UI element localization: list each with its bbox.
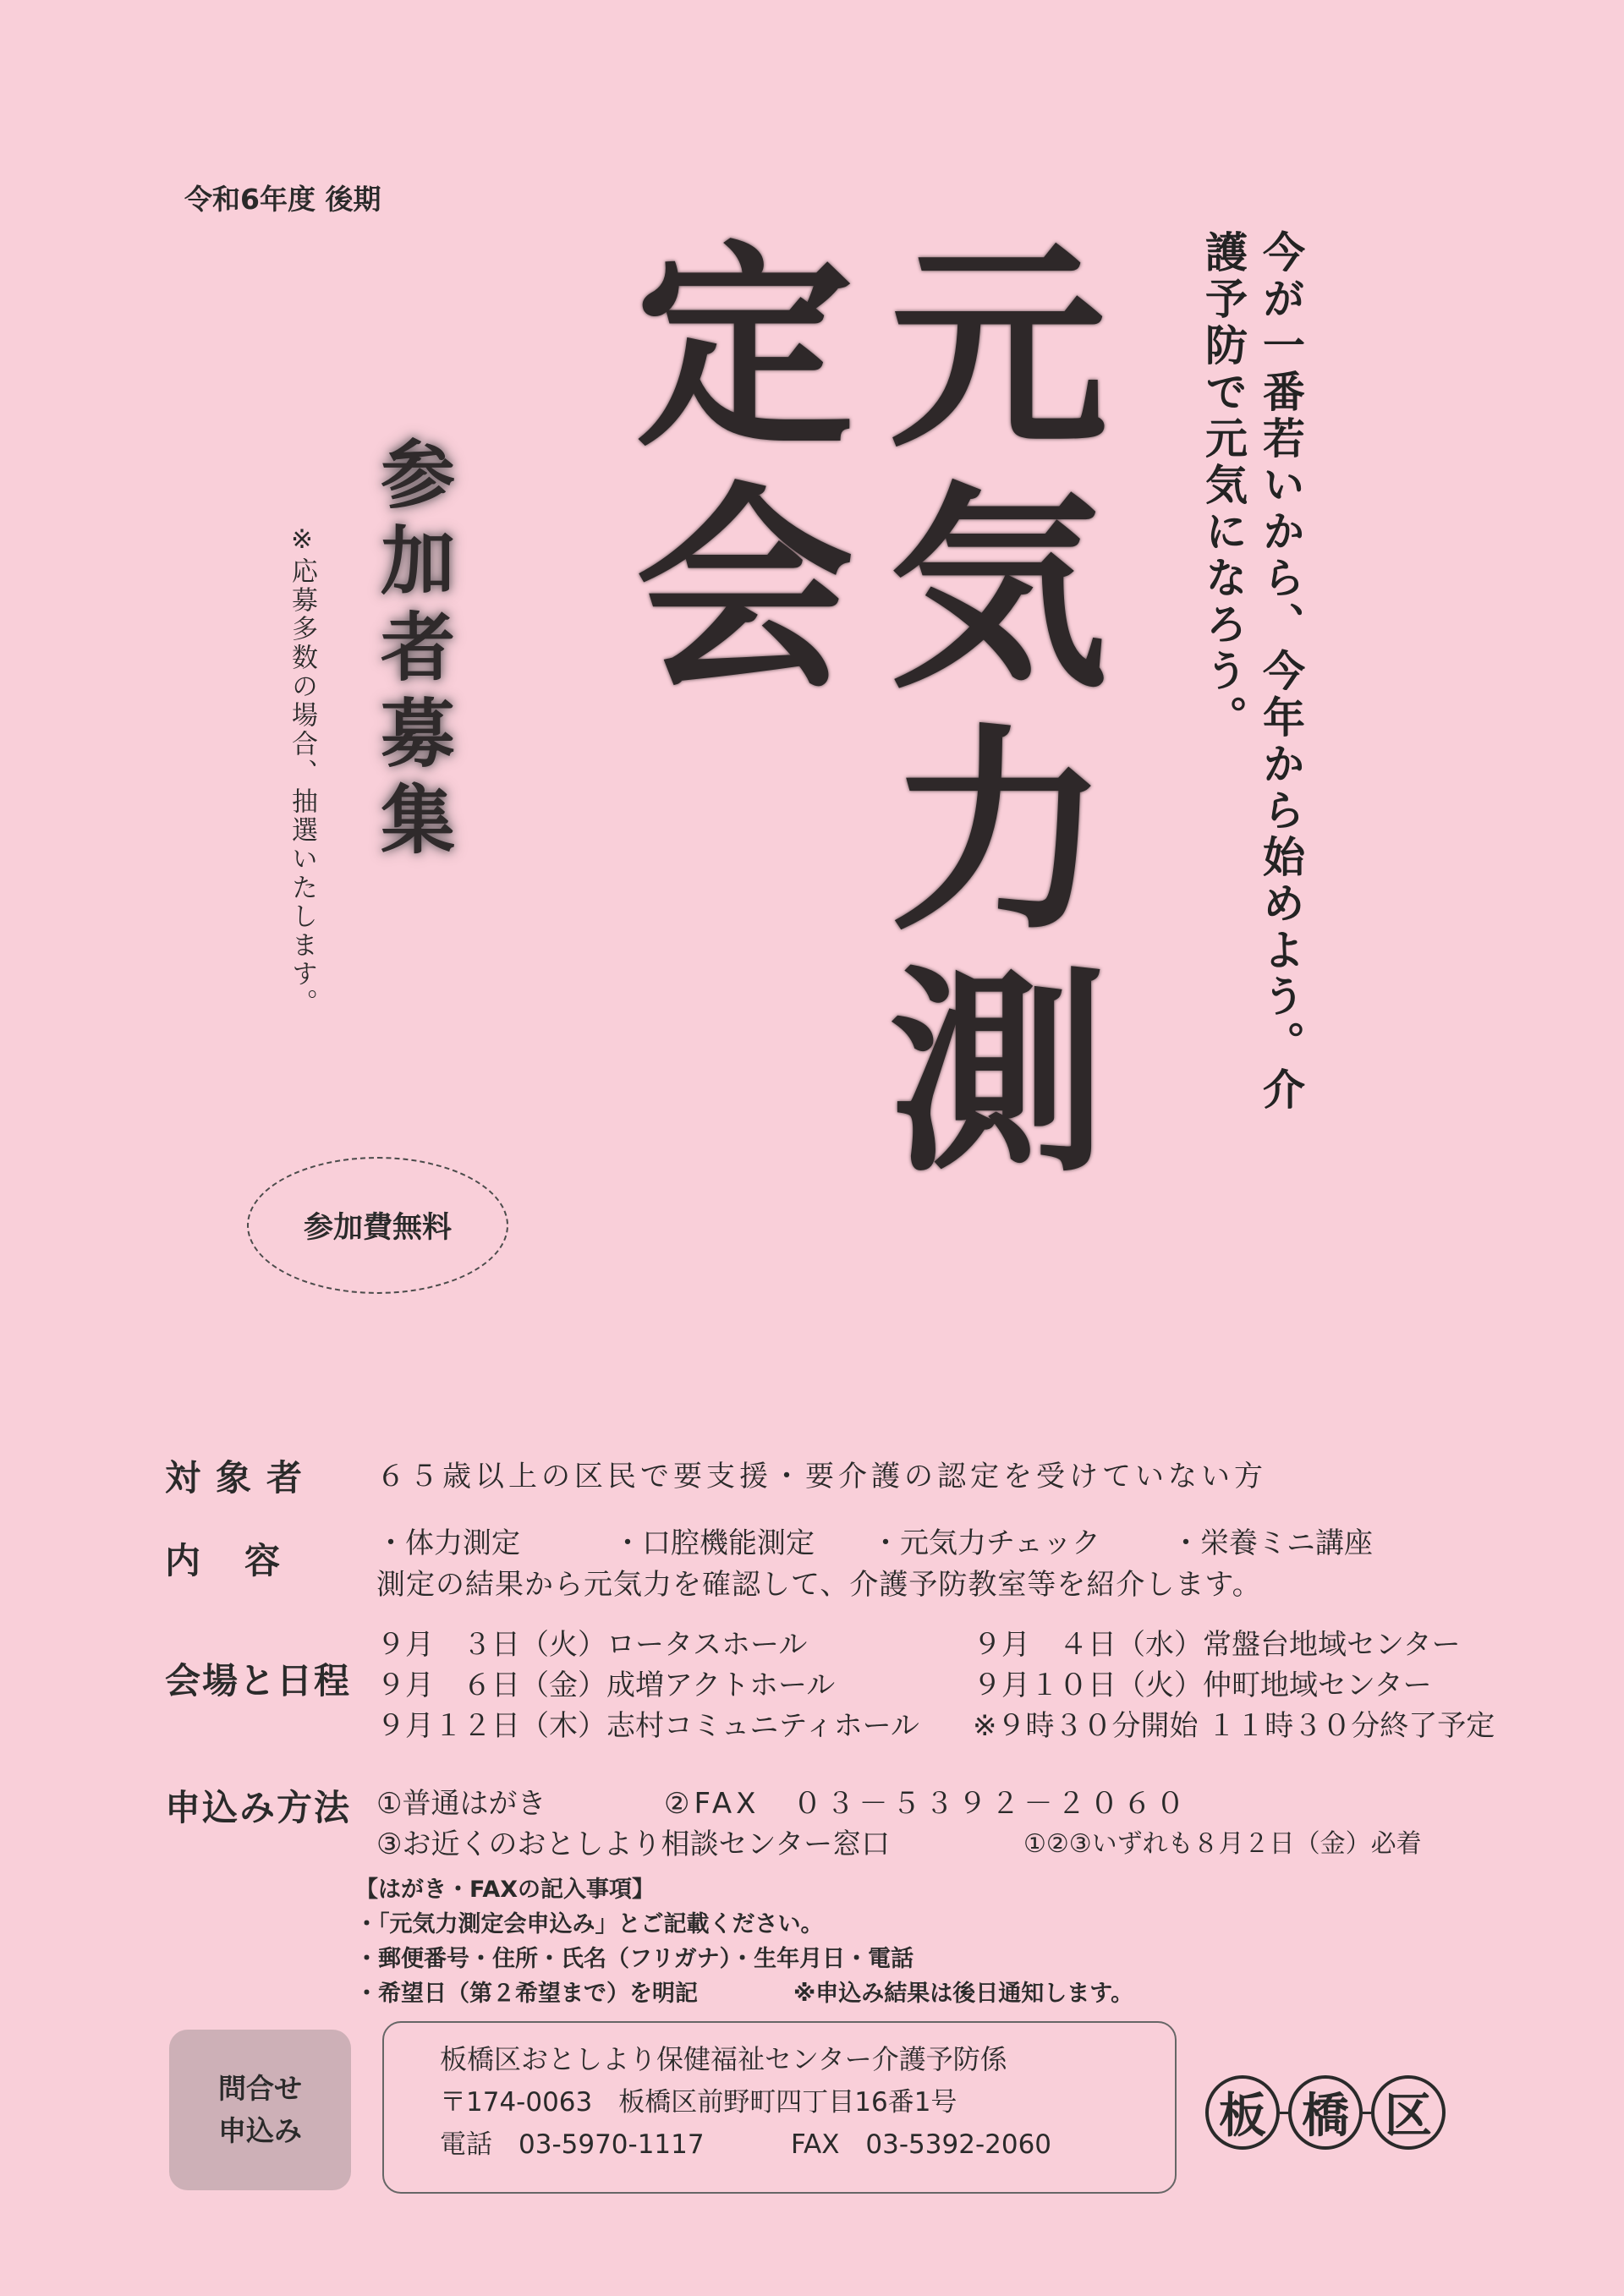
event-title: 元気力測定会 (599, 233, 1106, 1200)
itabashi-ward-logo (1205, 2070, 1476, 2155)
content-item: ・栄養ミニ講座 (1171, 1526, 1373, 1560)
apply-method-postcard: ①普通はがき (376, 1787, 546, 1821)
venues-label: 会場と日程 (165, 1660, 352, 1701)
content-item: ・体力測定 (376, 1526, 520, 1560)
contact-address: 〒174-0063 板橋区前野町四丁目16番1号 (440, 2087, 957, 2118)
contact-office: 板橋区おとしより保健福祉センター介護予防係 (440, 2043, 1007, 2075)
lottery-note: ※応募多数の場合、抽選いたします。 (287, 524, 317, 1017)
free-fee-label: 参加費無料 (303, 1211, 452, 1245)
venue-row: ９月１０日（火）仲町地域センター (973, 1669, 1432, 1702)
logo-char: 板 (1205, 2075, 1280, 2150)
apply-method-fax: ②FAX ０３－５３９２－２０６０ (664, 1787, 1189, 1821)
contact-tag-line: 申込み (218, 2114, 302, 2147)
contact-fax: FAX 03-5392-2060 (791, 2129, 1052, 2160)
logo-char: 区 (1371, 2075, 1446, 2150)
logo-char: 橋 (1288, 2075, 1363, 2150)
contact-phone: 電話 03-5970-1117 (440, 2129, 705, 2160)
content-item: ・口腔機能測定 (613, 1526, 815, 1560)
result-note: ※申込み結果は後日通知します。 (793, 1981, 1134, 2007)
apply-method-counter: ③お近くのおとしより相談センター窓口 (376, 1827, 891, 1861)
time-note: ※９時３０分開始 １１時３０分終了予定 (973, 1709, 1495, 1743)
content-label: 内容 (165, 1540, 325, 1581)
entry-note-line: ・郵便番号・住所・氏名（フリガナ）・生年月日・電話 (355, 1946, 914, 1972)
venue-row: ９月 ４日（水）常盤台地域センター (973, 1628, 1461, 1662)
recruit-heading: 参加者募集 (369, 436, 456, 867)
venue-row: ９月 ６日（金）成増アクトホール (376, 1669, 836, 1702)
venue-row: ９月１２日（木）志村コミュニティホール (376, 1709, 919, 1743)
contact-tag (169, 2030, 351, 2190)
apply-label: 申込み方法 (165, 1787, 352, 1828)
entry-note-line: ・希望日（第２希望まで）を明記 (355, 1981, 698, 2007)
content-description: 測定の結果から元気力を確認して、介護予防教室等を紹介します。 (376, 1568, 1262, 1602)
contact-tag-line: 問合せ (218, 2072, 302, 2105)
entry-notes-heading: 【はがき・FAXの記入事項】 (355, 1877, 656, 1903)
free-fee-badge (247, 1157, 508, 1294)
content-item: ・元気力チェック (871, 1526, 1100, 1560)
eligibility-text: ６５歳以上の区民で要支援・要介護の認定を受けていない方 (376, 1460, 1267, 1493)
venue-row: ９月 ３日（火）ロータスホール (376, 1628, 808, 1662)
entry-note-line: ・「元気力測定会申込み」とご記載ください。 (355, 1911, 824, 1937)
apply-deadline: ①②③いずれも８月２日（金）必着 (1023, 1829, 1422, 1859)
catchphrase: 今が一番若いから、今年から始めよう。介護予防で元気になろう。 (1199, 230, 1305, 1114)
fiscal-period: 令和6年度 後期 (184, 183, 381, 216)
eligibility-label: 対象者 (165, 1457, 318, 1499)
